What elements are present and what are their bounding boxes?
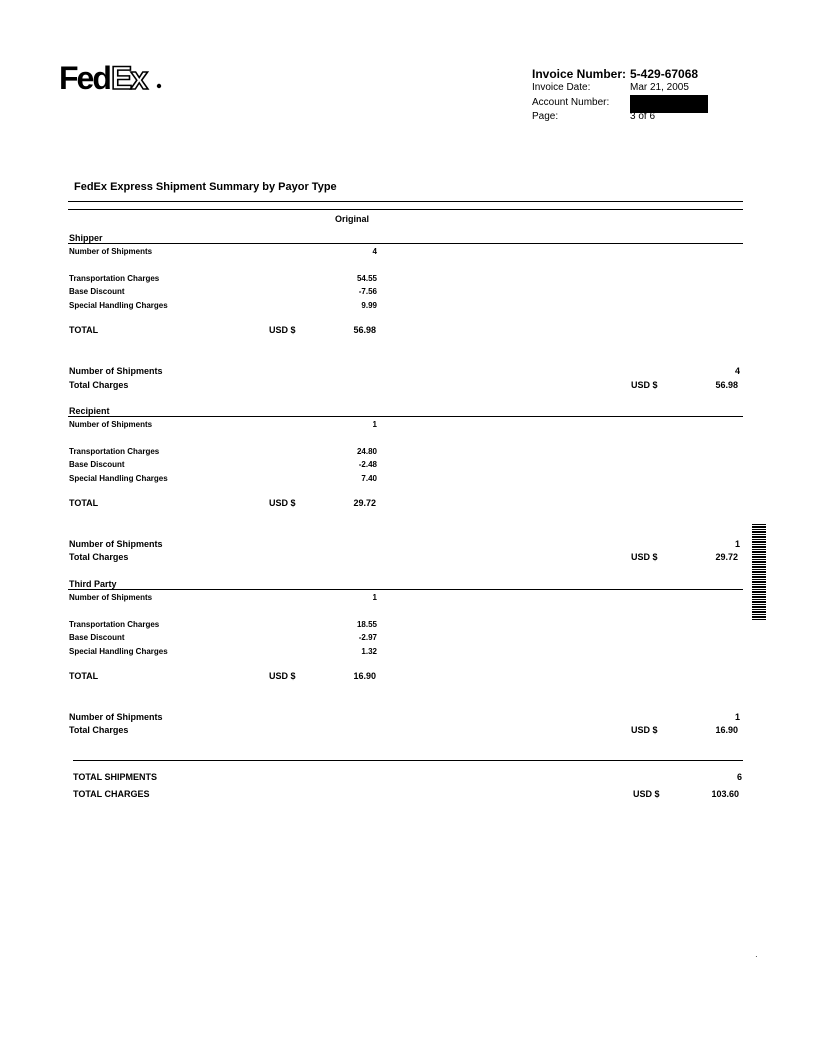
special-handling-value: 7.40 [361,474,377,483]
total-label: TOTAL [69,325,99,335]
base-discount-label: Base Discount [69,633,125,642]
grand-total-rule [73,760,743,761]
num-shipments-value: 1 [372,420,377,429]
summary-shipments-value: 4 [734,366,740,376]
transportation-label: Transportation Charges [69,274,160,283]
num-shipments-value: 1 [372,593,377,602]
summary-charges-value: 56.98 [715,380,738,390]
summary-shipments-label: Number of Shipments [69,712,163,722]
summary-currency: USD $ [631,380,658,390]
base-discount-value: -7.56 [358,287,377,296]
section-label: Shipper [69,233,103,243]
account-number-label: Account Number: [532,97,610,108]
section-rule [68,589,743,590]
special-handling-label: Special Handling Charges [69,301,168,310]
total-charges-value: 103.60 [711,789,739,799]
summary-shipments-label: Number of Shipments [69,539,163,549]
num-shipments-value: 4 [372,247,377,256]
side-barcode [752,524,766,620]
summary-currency: USD $ [631,552,658,562]
section-rule [68,416,743,417]
section-label: Third Party [69,579,117,589]
total-currency: USD $ [269,498,296,508]
summary-shipments-value: 1 [734,539,740,549]
transportation-value: 18.55 [356,620,377,629]
total-currency: USD $ [269,325,296,335]
summary-shipments-label: Number of Shipments [69,366,163,376]
page-title: FedEx Express Shipment Summary by Payor Type [74,181,337,193]
total-label: TOTAL [69,498,99,508]
summary-charges-value: 16.90 [715,725,738,735]
transportation-value: 24.80 [356,447,377,456]
transportation-label: Transportation Charges [69,447,160,456]
summary-currency: USD $ [631,725,658,735]
num-shipments-label: Number of Shipments [69,247,153,256]
total-shipments-value: 6 [736,772,742,782]
svg-text:Fed: Fed [59,61,110,95]
total-value: 16.90 [353,671,376,681]
title-rule-top [68,201,743,202]
transportation-label: Transportation Charges [69,620,160,629]
num-shipments-label: Number of Shipments [69,593,153,602]
special-handling-label: Special Handling Charges [69,474,168,483]
summary-charges-label: Total Charges [69,552,129,562]
total-charges-currency: USD $ [633,789,660,799]
invoice-number-label: Invoice Number: [532,67,627,81]
summary-charges-label: Total Charges [69,380,129,390]
total-shipments-label: TOTAL SHIPMENTS [73,772,158,782]
footer-mark: · [755,952,758,961]
special-handling-label: Special Handling Charges [69,647,168,656]
section-rule [68,243,743,244]
total-label: TOTAL [69,671,99,681]
svg-text:Ex: Ex [111,61,147,95]
special-handling-value: 1.32 [361,647,377,656]
base-discount-label: Base Discount [69,287,125,296]
base-discount-label: Base Discount [69,460,125,469]
title-rule-bottom [68,209,743,210]
transportation-value: 54.55 [356,274,377,283]
summary-shipments-value: 1 [734,712,740,722]
base-discount-value: -2.97 [358,633,377,642]
invoice-number: 5-429-67068 [630,67,699,81]
total-currency: USD $ [269,671,296,681]
page-value: 3 of 6 [630,111,656,122]
summary-charges-label: Total Charges [69,725,129,735]
total-value: 29.72 [353,498,376,508]
special-handling-value: 9.99 [361,301,377,310]
summary-charges-value: 29.72 [715,552,738,562]
invoice-date-label: Invoice Date: [532,82,591,93]
total-charges-label: TOTAL CHARGES [73,789,150,799]
page-label: Page: [532,111,559,122]
section-label: Recipient [69,406,110,416]
base-discount-value: -2.48 [358,460,377,469]
invoice-date: Mar 21, 2005 [630,82,689,93]
total-value: 56.98 [353,325,376,335]
fedex-logo [59,61,163,95]
column-header-original: Original [335,214,370,224]
num-shipments-label: Number of Shipments [69,420,153,429]
